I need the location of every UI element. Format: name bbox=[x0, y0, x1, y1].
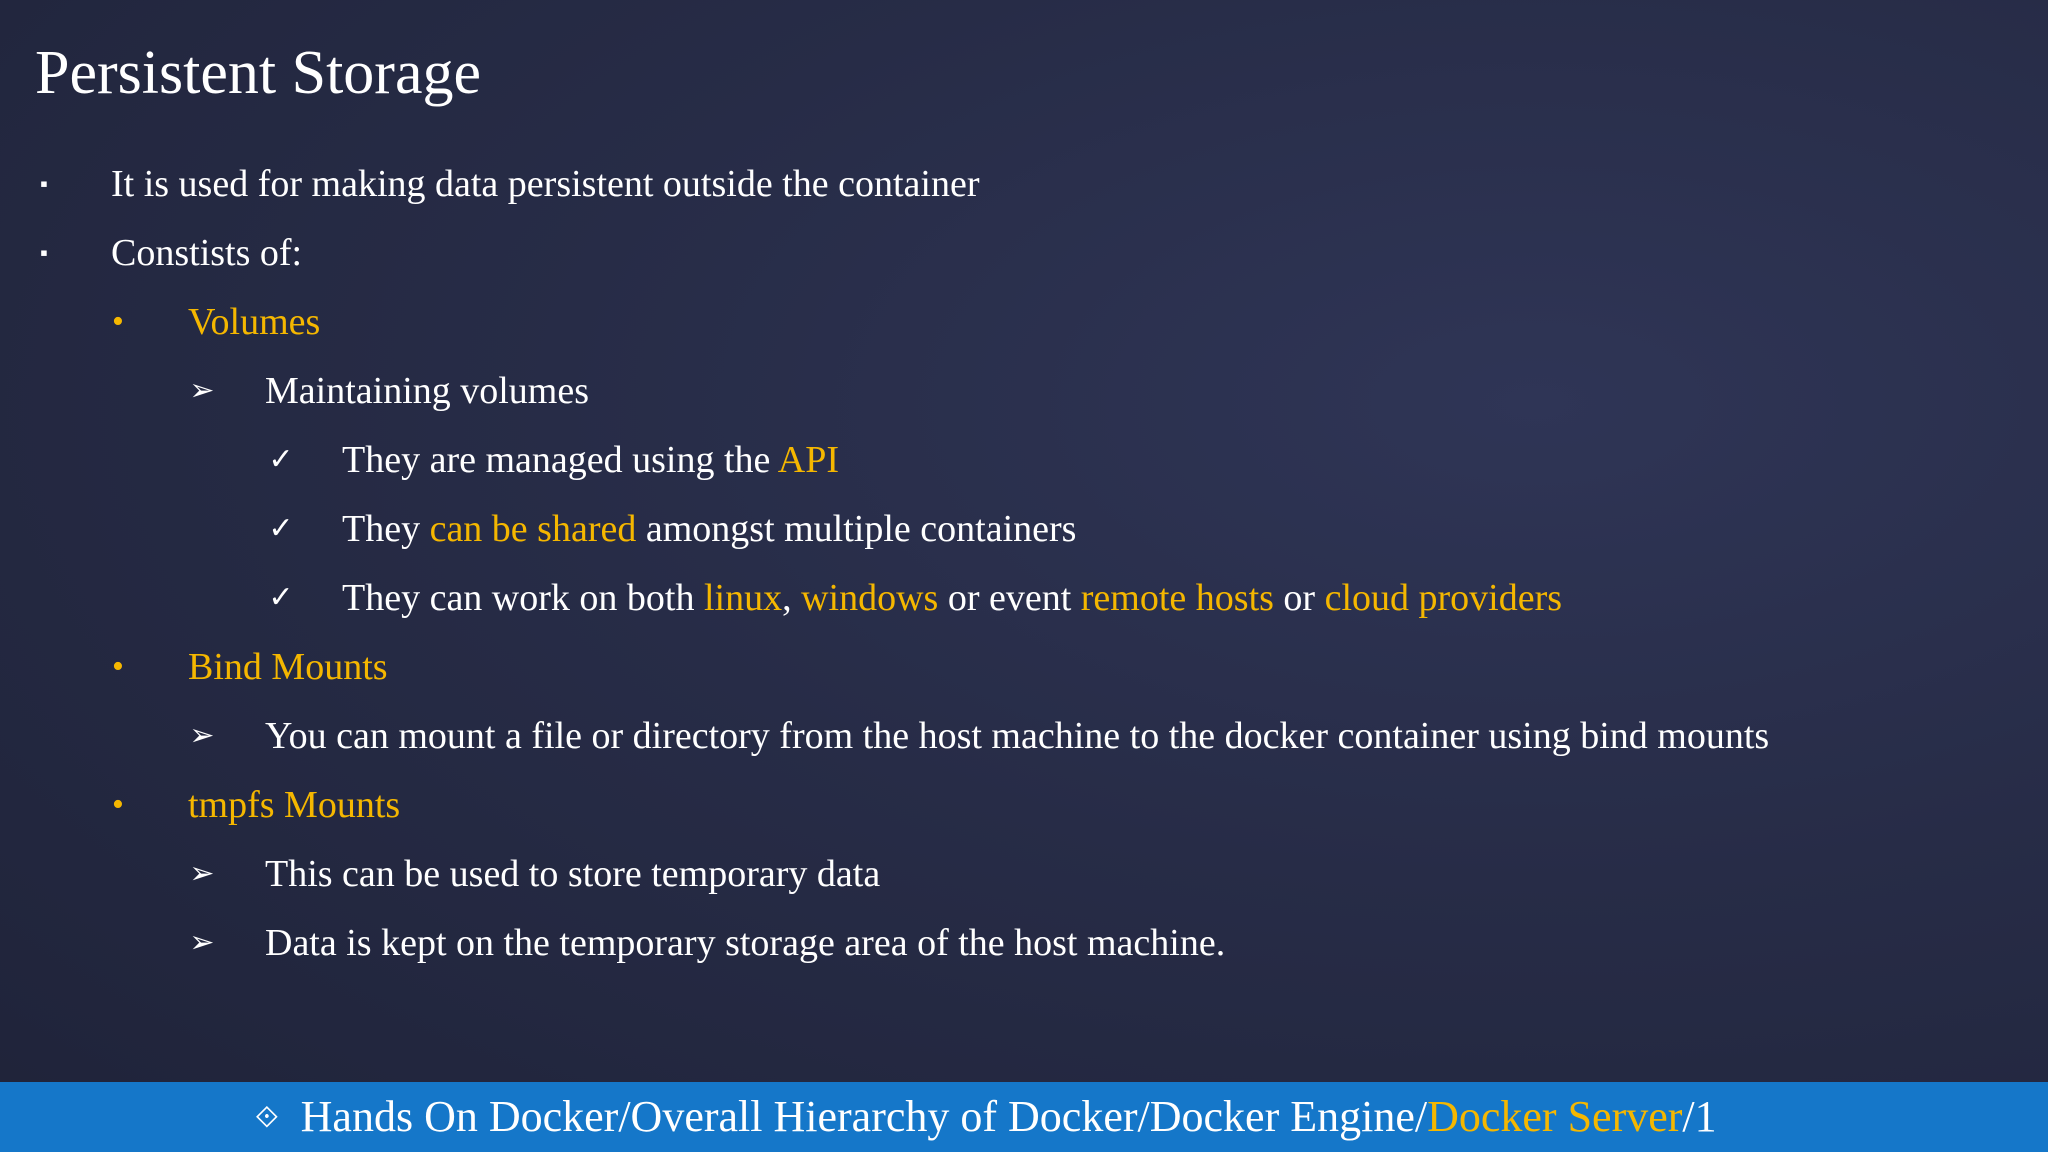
bullet-text: Bind Mounts bbox=[188, 646, 388, 688]
text-segment: or bbox=[1273, 577, 1325, 619]
bullet-text: This can be used to store temporary data bbox=[265, 853, 881, 895]
dot-bullet-icon: • bbox=[112, 648, 124, 685]
bullet-text: Constists of: bbox=[111, 232, 303, 274]
bullet-text bbox=[342, 574, 1562, 622]
square-bullet-icon: ▪ bbox=[40, 171, 48, 196]
highlight-linux: linux bbox=[703, 577, 783, 619]
breadcrumb-path: Hands On Docker/Overall Hierarchy of Docker/Docker Engine/ bbox=[300, 1092, 1428, 1141]
highlight-api: API bbox=[777, 439, 840, 481]
text-segment: They are managed using the bbox=[342, 439, 778, 481]
bullet-text: It is used for making data persistent outside the container bbox=[111, 163, 980, 205]
text-segment: amongst multiple containers bbox=[636, 508, 1077, 550]
bullet-text: You can mount a file or directory from the host machine to the docker container using bind mounts bbox=[265, 715, 1770, 757]
arrow-bullet-icon: ➢ bbox=[189, 856, 215, 891]
breadcrumb-current: Docker Server bbox=[1427, 1092, 1683, 1141]
slide-title: Persistent Storage bbox=[35, 39, 481, 107]
arrow-bullet-icon: ➢ bbox=[189, 373, 215, 408]
bullet-text: Volumes bbox=[188, 301, 321, 343]
square-bullet-icon: ▪ bbox=[40, 240, 48, 265]
bullet-text bbox=[342, 505, 1076, 553]
highlight-cloud-providers: cloud providers bbox=[1324, 577, 1563, 619]
text-segment: or event bbox=[938, 577, 1081, 619]
check-icon: ✓ bbox=[268, 511, 294, 546]
bullet-text bbox=[342, 436, 839, 484]
check-icon: ✓ bbox=[268, 442, 294, 477]
bullet-text: Maintaining volumes bbox=[265, 370, 590, 412]
arrow-bullet-icon: ➢ bbox=[189, 718, 215, 753]
dot-bullet-icon: • bbox=[112, 786, 124, 823]
highlight-windows: windows bbox=[801, 577, 939, 619]
diamond-icon: ⟐ bbox=[255, 1100, 279, 1135]
text-segment: They bbox=[342, 508, 430, 550]
breadcrumb bbox=[255, 1090, 1717, 1145]
bullet-text: Data is kept on the temporary storage area of the host machine. bbox=[265, 922, 1226, 964]
breadcrumb-page: /1 bbox=[1682, 1092, 1717, 1141]
arrow-bullet-icon: ➢ bbox=[189, 925, 215, 960]
text-segment: , bbox=[782, 577, 802, 619]
highlight-remote-hosts: remote hosts bbox=[1080, 577, 1274, 619]
bullet-text: tmpfs Mounts bbox=[188, 784, 401, 826]
text-segment: They can work on both bbox=[342, 577, 704, 619]
footer-bar bbox=[0, 1082, 2048, 1152]
highlight-shared: can be shared bbox=[429, 508, 637, 550]
check-icon: ✓ bbox=[268, 580, 294, 615]
dot-bullet-icon: • bbox=[112, 303, 124, 340]
